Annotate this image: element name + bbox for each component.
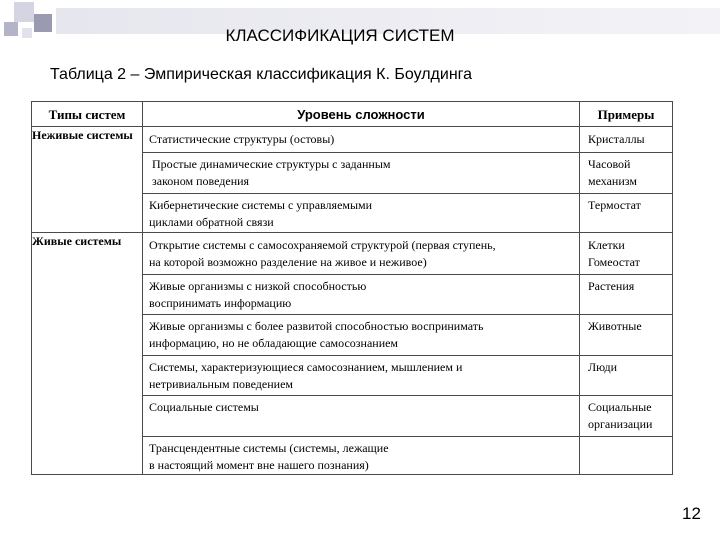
examples-cell	[580, 233, 673, 475]
group-row-nonliving	[32, 127, 673, 233]
row-divider	[143, 436, 579, 437]
example-text: Клетки	[588, 238, 625, 252]
level-entry	[143, 318, 579, 352]
example-entry	[580, 399, 672, 433]
level-text: Живые организмы с низкой способностью	[149, 279, 367, 293]
example-text: Животные	[588, 319, 642, 333]
example-entry	[580, 131, 672, 148]
page-number: 12	[682, 504, 701, 523]
level-text: на которой возможно разделение на живое и неживое)	[149, 255, 427, 269]
example-text: Социальные	[588, 400, 652, 414]
example-text: Часовой	[588, 157, 631, 171]
level-text: информацию, но не обладающие самосознанием	[149, 336, 399, 350]
classification-table	[31, 101, 673, 475]
example-text: механизм	[588, 174, 637, 188]
example-text: Растения	[588, 279, 635, 293]
row-divider	[580, 395, 672, 396]
row-divider	[143, 355, 579, 356]
level-entry	[143, 359, 579, 393]
row-divider	[580, 436, 672, 437]
level-text: нетривиальным поведением	[149, 377, 293, 391]
table-caption: Таблица 2 – Эмпирическая классификация К. Боулдинга	[50, 66, 473, 83]
row-divider	[580, 355, 672, 356]
level-text: законом поведения	[152, 174, 250, 188]
level-entry	[143, 131, 579, 148]
type-cell: Живые системы	[32, 233, 143, 475]
example-text: Люди	[588, 360, 618, 374]
row-divider	[580, 274, 672, 275]
example-entry	[580, 156, 672, 190]
row-divider	[143, 314, 579, 315]
example-text: Кристаллы	[588, 132, 645, 146]
header-types: Типы систем	[32, 102, 143, 127]
header-examples: Примеры	[580, 102, 673, 127]
slide-title: КЛАССИФИКАЦИЯ СИСТЕМ	[225, 26, 455, 45]
level-text: воспринимать информацию	[149, 296, 292, 310]
level-text: Трансцендентные системы (системы, лежащие	[149, 441, 389, 455]
level-text: Социальные системы	[149, 400, 259, 414]
deco-square	[14, 2, 34, 22]
level-text: Живые организмы с более развитой способностью воспринимать	[149, 319, 484, 333]
example-text: Гомеостат	[588, 255, 640, 269]
level-text: Кибернетические системы с управляемыми	[149, 198, 373, 212]
level-entry	[143, 156, 579, 190]
level-text: Простые динамические структуры с заданным	[152, 157, 391, 171]
level-text: Открытие системы с самосохраняемой структурой (первая ступень,	[149, 238, 496, 252]
row-divider	[580, 193, 672, 194]
level-text: циклами обратной связи	[149, 215, 274, 229]
level-cell	[143, 127, 580, 233]
example-text: Термостат	[588, 198, 641, 212]
example-entry	[580, 197, 672, 214]
row-divider	[143, 152, 579, 153]
row-divider	[143, 395, 579, 396]
level-entry	[143, 278, 579, 312]
examples-cell	[580, 127, 673, 233]
example-entry	[580, 237, 672, 271]
level-text: в настоящий момент вне нашего познания)	[149, 458, 369, 472]
header-level: Уровень сложности	[143, 102, 580, 127]
example-entry	[580, 318, 672, 335]
row-divider	[580, 314, 672, 315]
row-divider	[143, 274, 579, 275]
deco-square	[4, 22, 18, 36]
level-text: Системы, характеризующиеся самосознанием, мышлением и	[149, 360, 463, 374]
level-entry	[143, 197, 579, 231]
level-entry	[143, 399, 579, 416]
example-entry	[580, 359, 672, 376]
row-divider	[143, 193, 579, 194]
level-entry	[143, 440, 579, 474]
level-text: Статистические структуры (остовы)	[149, 132, 335, 146]
level-cell	[143, 233, 580, 475]
example-entry	[580, 278, 672, 295]
group-row-living	[32, 233, 673, 475]
deco-square	[34, 14, 52, 32]
deco-square	[22, 28, 32, 38]
level-entry	[143, 237, 579, 271]
type-cell: Неживые системы	[32, 127, 143, 233]
table-header-row	[32, 102, 673, 127]
row-divider	[580, 152, 672, 153]
example-text: организации	[588, 417, 653, 431]
